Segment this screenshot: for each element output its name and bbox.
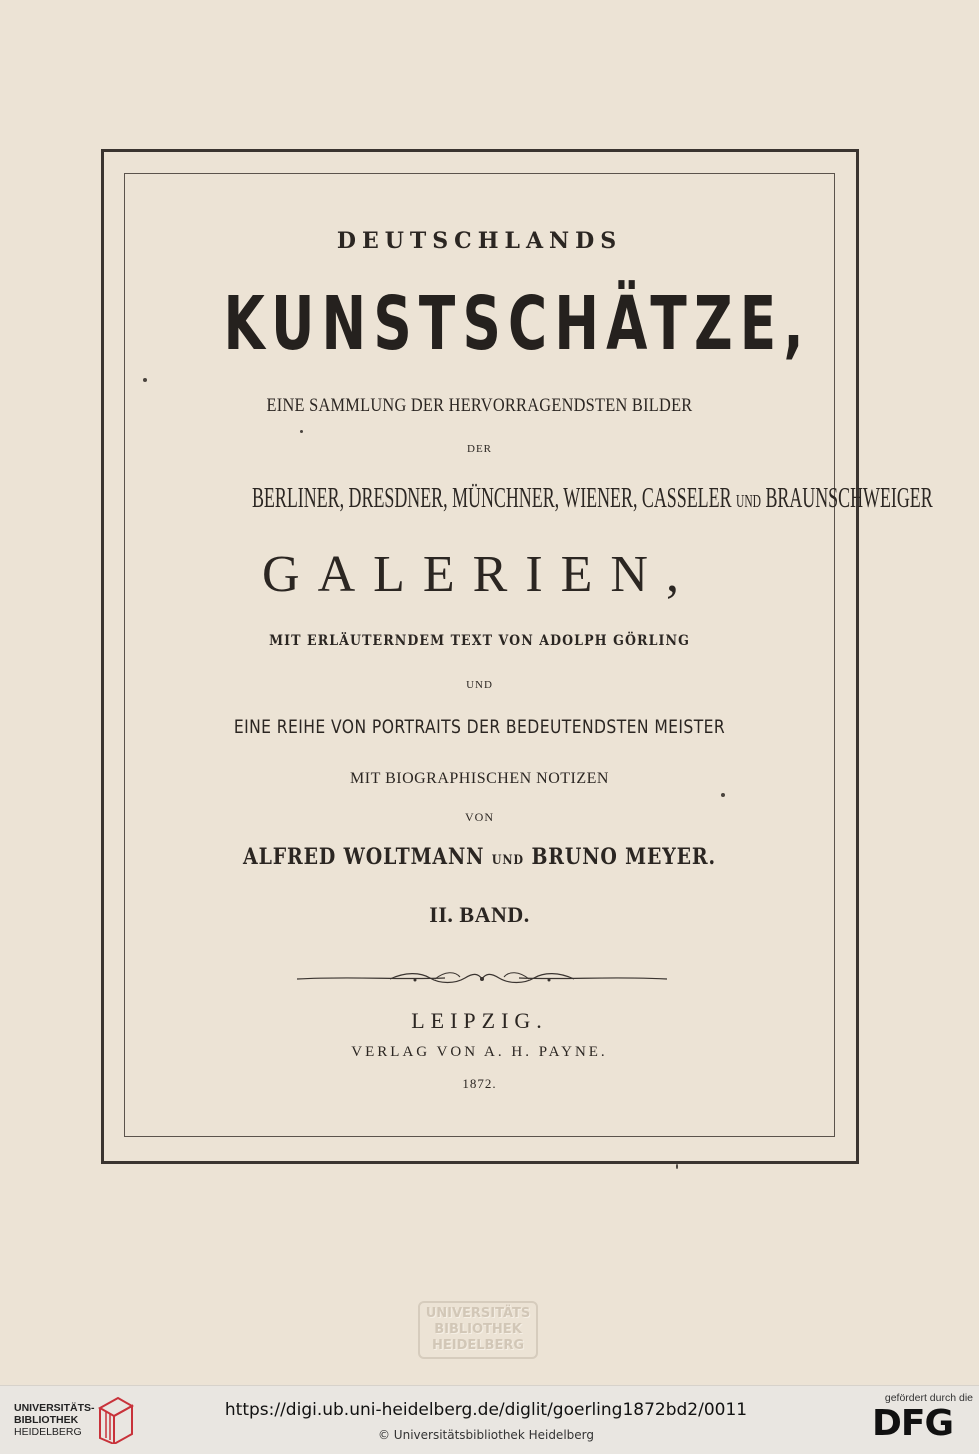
stamp-line-1: UNIVERSITÄTS bbox=[425, 1306, 531, 1321]
galleries-line-part-a: BERLINER, DRESDNER, MÜNCHNER, WIENER, CASSELER bbox=[251, 483, 732, 514]
stamp-line-3: HEIDELBERG bbox=[431, 1338, 525, 1353]
stamp-line-2: BIBLIOTHEK bbox=[434, 1322, 522, 1337]
galleries-line-und: UND bbox=[736, 491, 761, 511]
main-title: KUNSTSCHÄTZE, bbox=[223, 281, 811, 367]
subtitle: EINE SAMMLUNG DER HERVORRAGENDSTEN BILDER bbox=[266, 395, 693, 416]
der-line: DER bbox=[467, 443, 492, 455]
title-line-deutschlands: DEUTSCHLANDS bbox=[336, 228, 623, 254]
author-woltmann: ALFRED WOLTMANN bbox=[243, 844, 485, 870]
library-name-line-1: UNIVERSITÄTS- bbox=[14, 1402, 95, 1414]
author-meyer: BRUNO MEYER. bbox=[531, 844, 716, 870]
galerien-title: GALERIEN, bbox=[262, 546, 697, 603]
galleries-line-part-b: BRAUNSCHWEIGER bbox=[765, 483, 933, 514]
library-name-line-2: BIBLIOTHEK bbox=[14, 1414, 79, 1426]
galleries-line bbox=[251, 483, 933, 514]
authors-und: UND bbox=[491, 853, 524, 868]
dfg-logo[interactable]: DFG bbox=[872, 1403, 954, 1444]
viewer-footer bbox=[0, 1385, 979, 1454]
library-name bbox=[14, 1402, 95, 1438]
library-logo-icon[interactable] bbox=[96, 1394, 136, 1444]
ornament-rule-icon bbox=[295, 968, 669, 990]
von-line: VON bbox=[465, 810, 494, 824]
ink-speck bbox=[143, 378, 147, 382]
text-author-line: MIT ERLÄUTERNDEM TEXT VON ADOLPH GÖRLING bbox=[269, 633, 690, 649]
city-line: LEIPZIG. bbox=[411, 1008, 548, 1033]
und-line: UND bbox=[466, 679, 493, 691]
library-stamp bbox=[418, 1301, 538, 1359]
publisher-line: VERLAG VON A. H. PAYNE. bbox=[351, 1044, 608, 1060]
portraits-line: EINE REIHE VON PORTRAITS DER BEDEUTENDSTEN MEISTER bbox=[233, 716, 726, 738]
authors-line bbox=[174, 846, 785, 868]
ink-speck bbox=[721, 793, 725, 797]
copyright-notice: © Universitätsbibliothek Heidelberg bbox=[377, 1428, 594, 1442]
page-url-link[interactable]: https://digi.ub.uni-heidelberg.de/diglit/goerling1872bd2/0011 bbox=[224, 1400, 748, 1420]
funding-note: gefördert durch die bbox=[884, 1392, 973, 1404]
year-line: 1872. bbox=[462, 1076, 497, 1091]
library-name-line-3: HEIDELBERG bbox=[14, 1426, 82, 1438]
ink-speck bbox=[676, 1164, 678, 1169]
ink-speck bbox=[300, 430, 303, 433]
biography-line: MIT BIOGRAPHISCHEN NOTIZEN bbox=[350, 770, 609, 787]
volume-line: II. BAND. bbox=[429, 902, 530, 927]
